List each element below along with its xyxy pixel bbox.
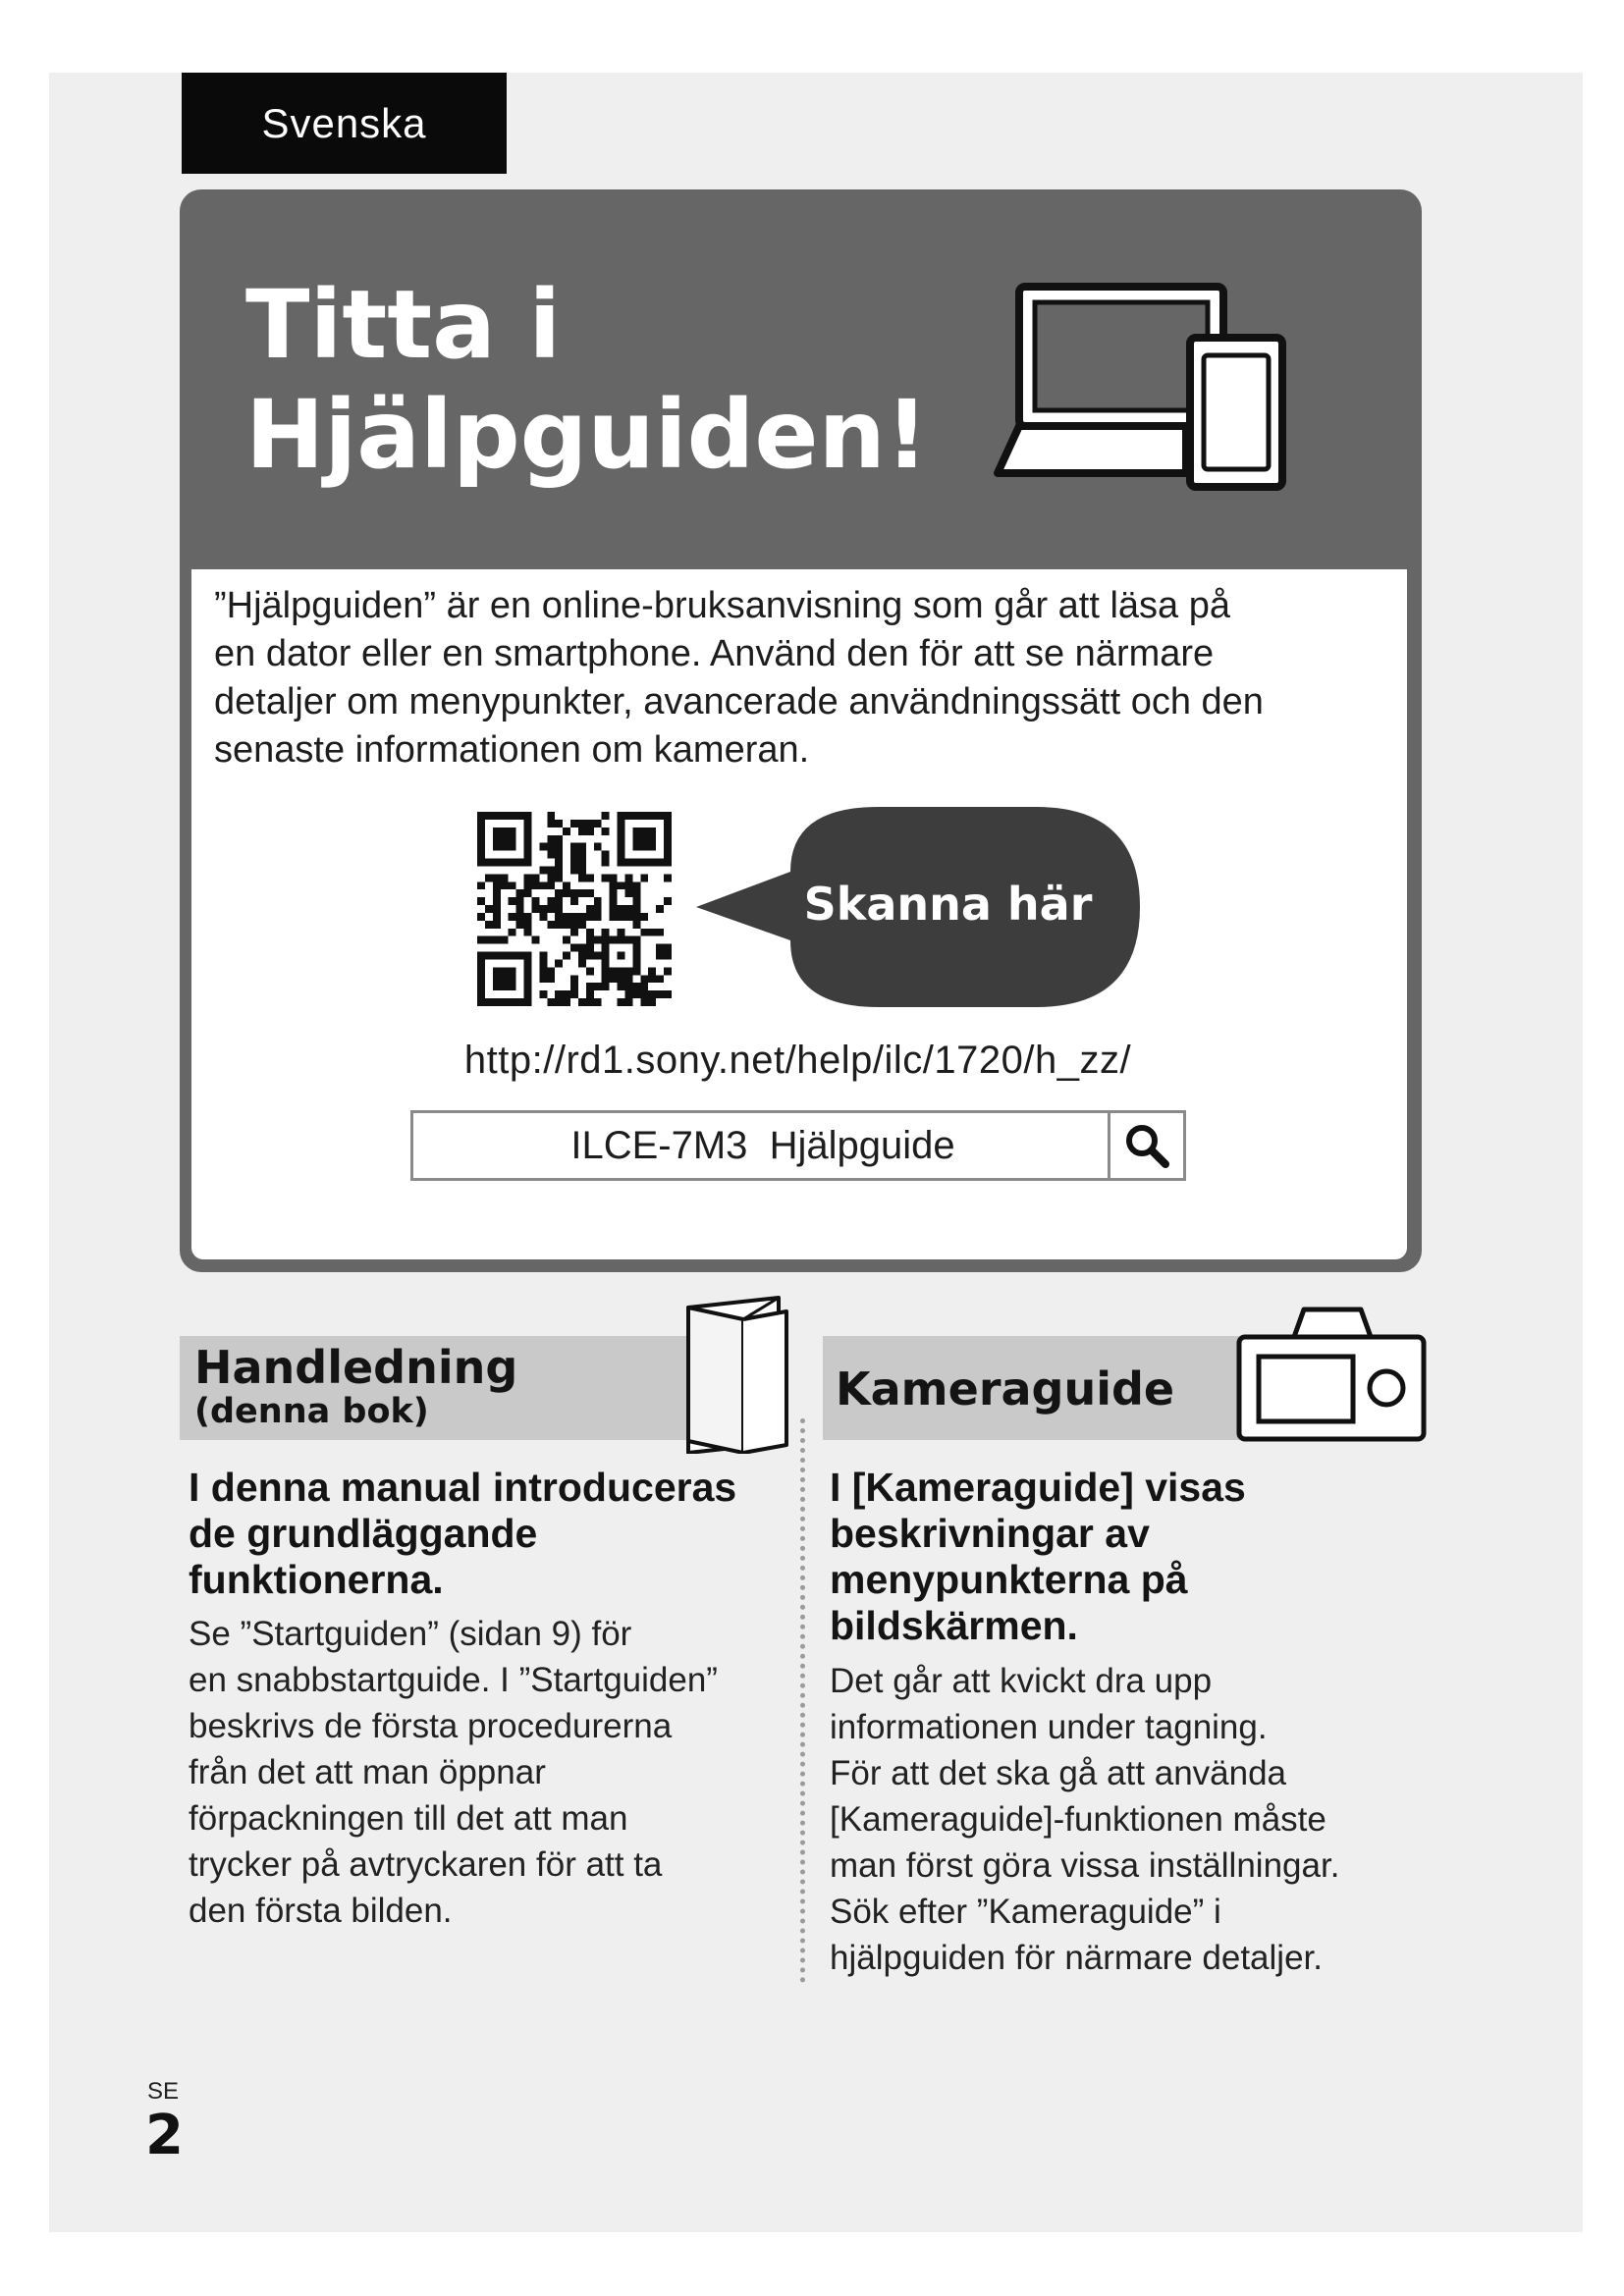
kameraguide-title: Kameraguide xyxy=(836,1362,1175,1415)
kameraguide-heading xyxy=(830,1465,1419,1649)
body-line: beskrivs de första procedurerna xyxy=(189,1707,673,1745)
help-guide-url[interactable]: http://rd1.sony.net/help/ilc/1720/h_zz/ xyxy=(463,1039,1132,1082)
search-query: ILCE-7M3 Hjälpguide xyxy=(570,1123,955,1167)
body-line: den första bilden. xyxy=(189,1892,453,1930)
intro-line: ”Hjälpguiden” är en online-bruksanvisning som går att läsa på xyxy=(214,585,1231,626)
body-line: förpackningen till det att man xyxy=(189,1799,628,1838)
body-line: Sök efter ”Kameraguide” i xyxy=(830,1893,1221,1931)
body-line: [Kameraguide]-funktionen måste xyxy=(830,1800,1326,1839)
page-number: 2 xyxy=(145,2104,184,2167)
search-icon xyxy=(1122,1121,1171,1170)
heading-line: menypunkterna på xyxy=(830,1557,1188,1602)
qr-code[interactable] xyxy=(477,812,672,1006)
booklet-icon xyxy=(684,1294,792,1454)
body-line: Det går att kvickt dra upp xyxy=(830,1662,1213,1700)
laptop-smartphone-icon xyxy=(994,281,1288,493)
intro-text xyxy=(214,582,1373,774)
handledning-subtitle: (denna bok) xyxy=(194,1392,429,1431)
search-box[interactable] xyxy=(410,1110,1186,1181)
body-line: informationen under tagning. xyxy=(830,1708,1268,1746)
search-button[interactable] xyxy=(1108,1113,1183,1178)
intro-line: senaste informationen om kameran. xyxy=(214,729,810,771)
language-tab: Svenska xyxy=(182,73,507,174)
help-guide-title xyxy=(245,270,929,490)
intro-line: detaljer om menypunkter, avancerade användningssätt och den xyxy=(214,681,1264,722)
scan-here-label: Skanna här xyxy=(803,878,1093,931)
heading-line: funktionerna. xyxy=(189,1557,444,1602)
camera-icon xyxy=(1235,1304,1428,1443)
heading-line: I [Kameraguide] visas xyxy=(830,1465,1246,1510)
intro-line: en dator eller en smartphone. Använd den för att se närmare xyxy=(214,633,1215,674)
page-language-code: SE xyxy=(147,2078,180,2105)
body-line: hjälpguiden för närmare detaljer. xyxy=(830,1939,1323,1977)
heading-line: I denna manual introduceras xyxy=(189,1465,737,1510)
title-line-1: Titta i xyxy=(245,270,562,380)
body-line: Se ”Startguiden” (sidan 9) för xyxy=(189,1615,632,1653)
heading-line: bildskärmen. xyxy=(830,1603,1078,1648)
column-divider xyxy=(800,1418,805,1983)
body-line: en snabbstartguide. I ”Startguiden” xyxy=(189,1661,718,1699)
body-line: För att det ska gå att använda xyxy=(830,1754,1287,1792)
body-line: trycker på avtryckaren för att ta xyxy=(189,1845,663,1884)
handledning-heading xyxy=(189,1465,778,1603)
handledning-body xyxy=(189,1611,778,1934)
body-line: man först göra vissa inställningar. xyxy=(830,1846,1340,1885)
heading-line: beskrivningar av xyxy=(830,1511,1150,1556)
heading-line: de grundläggande xyxy=(189,1511,538,1556)
title-line-2: Hjälpguiden! xyxy=(245,380,929,490)
body-line: från det att man öppnar xyxy=(189,1753,546,1791)
handledning-title: Handledning xyxy=(194,1341,518,1394)
kameraguide-body xyxy=(830,1658,1419,1981)
